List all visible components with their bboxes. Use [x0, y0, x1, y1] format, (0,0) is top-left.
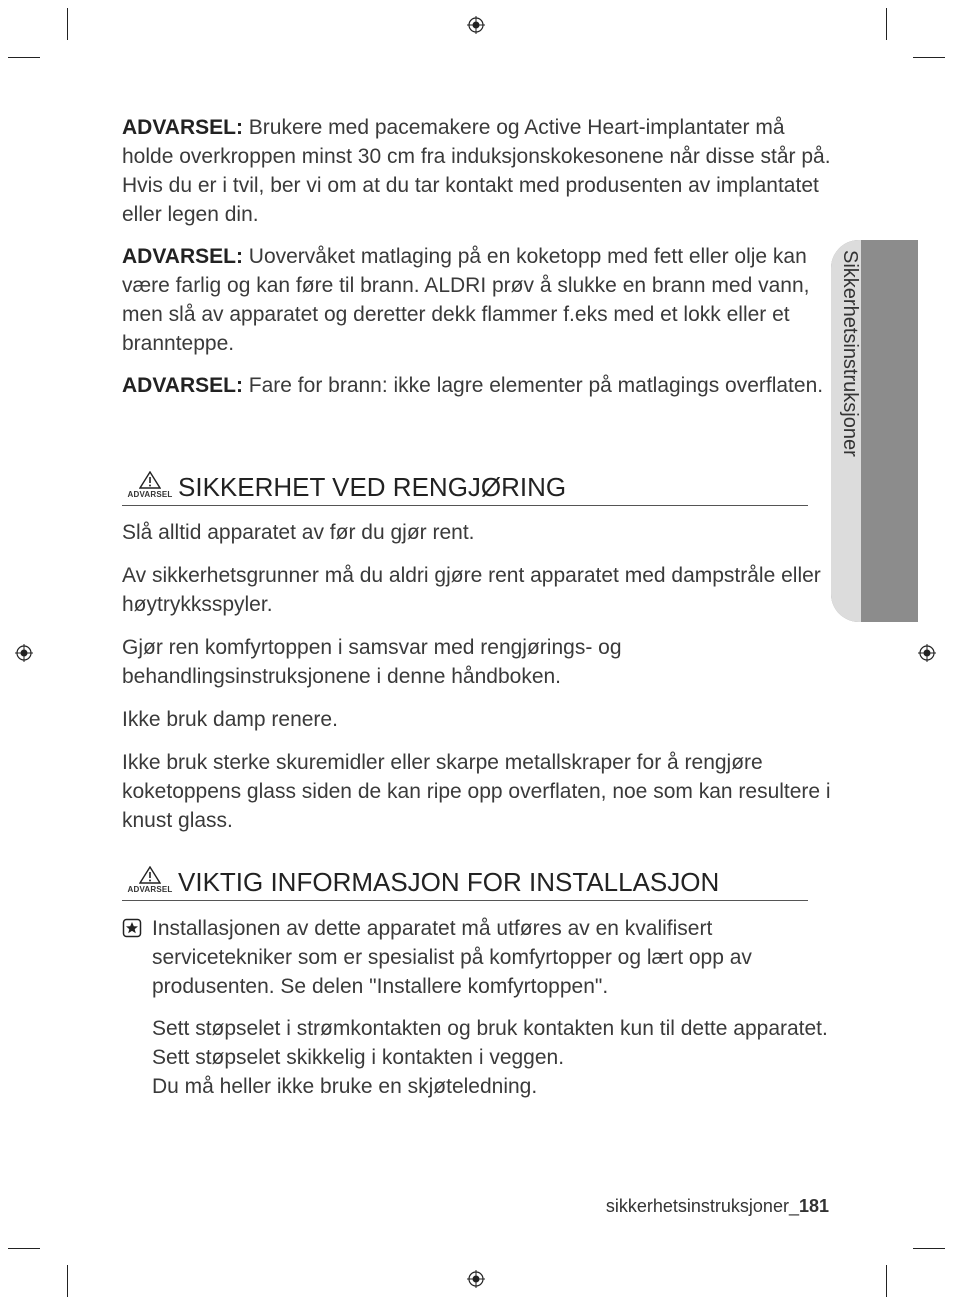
side-tab-label: Sikkerhetsinstruksjoner [839, 250, 861, 457]
warning-label: ADVARSEL: [122, 116, 243, 139]
body-paragraph: Ikke bruk damp renere. [122, 708, 338, 731]
page-number: 181 [798, 1196, 829, 1216]
body-paragraph: Installasjonen av dette apparatet må utføres av en kvalifisert servicetekniker som er spesialist på komfyrtopper og lært opp av produsenten. Se delen "Installere komfyrtoppen". [152, 917, 752, 998]
body-paragraph: Av sikkerhetsgrunner må du aldri gjøre rent apparatet med dampstråle eller høytrykksspyler. [122, 564, 821, 616]
warning-badge [122, 471, 178, 499]
warning-badge [122, 866, 178, 894]
crop-mark [8, 1248, 40, 1249]
crop-mark [886, 8, 887, 40]
section-title: VIKTIG INFORMASJON FOR INSTALLASJON [178, 867, 720, 897]
warning-text: Brukere med pacemakere og Active Heart-implantater må holde overkroppen minst 30 cm fra induksjonskokesonene når disse står på. Hvis du er i tvil, ber vi om at du tar kontakt med produsenten av implantatet eller legen din. [122, 116, 831, 226]
body-paragraph: Sett støpselet i strømkontakten og bruk kontakten kun til dette apparatet. Sett støpselet skikkelig i kontakten i veggen. [152, 1017, 828, 1069]
body-paragraph: Du må heller ikke bruke en skjøteledning. [152, 1075, 538, 1098]
registration-mark-icon [467, 1270, 485, 1288]
registration-mark-icon [918, 644, 936, 662]
section-heading-installation [122, 864, 808, 901]
warning-paragraph [122, 113, 832, 229]
warning-triangle-icon [139, 866, 161, 884]
star-note-icon [122, 918, 142, 938]
warning-label: ADVARSEL: [122, 374, 243, 397]
warning-triangle-icon [139, 471, 161, 489]
section-heading-cleaning [122, 469, 808, 506]
crop-mark [67, 8, 68, 40]
crop-mark [913, 1248, 945, 1249]
warning-text: Uovervåket matlaging på en koketopp med fett eller olje kan være farlig og kan føre til brann. ALDRI prøv å slukke en brann med vann, men slå av apparatet og deretter dekk flammer f.eks med et lokk eller et brannteppe. [122, 245, 810, 355]
crop-mark [8, 57, 40, 58]
crop-mark [913, 57, 945, 58]
warning-badge-label: ADVARSEL [127, 490, 173, 499]
crop-mark [886, 1265, 887, 1297]
warning-label: ADVARSEL: [122, 245, 243, 268]
crop-mark [67, 1265, 68, 1297]
registration-mark-icon [15, 644, 33, 662]
body-paragraph: Gjør ren komfyrtoppen i samsvar med rengjørings- og behandlingsinstruksjonene i denne håndboken. [122, 636, 622, 688]
warning-paragraph [122, 371, 832, 400]
registration-mark-icon [467, 16, 485, 34]
section-title: SIKKERHET VED RENGJØRING [178, 472, 567, 502]
page-footer [606, 1196, 829, 1217]
warning-text: Fare for brann: ikke lagre elementer på matlagings overflaten. [242, 374, 824, 397]
footer-section-name: sikkerhetsinstruksjoner_ [605, 1196, 799, 1216]
warning-badge-label: ADVARSEL [127, 885, 173, 894]
body-paragraph: Ikke bruk sterke skuremidler eller skarpe metallskraper for å rengjøre koketoppens glass siden de kan ripe opp overflaten, noe som kan resultere i knust glass. [122, 751, 831, 832]
body-paragraph: Slå alltid apparatet av før du gjør rent. [122, 521, 475, 544]
warning-paragraph [122, 242, 832, 358]
